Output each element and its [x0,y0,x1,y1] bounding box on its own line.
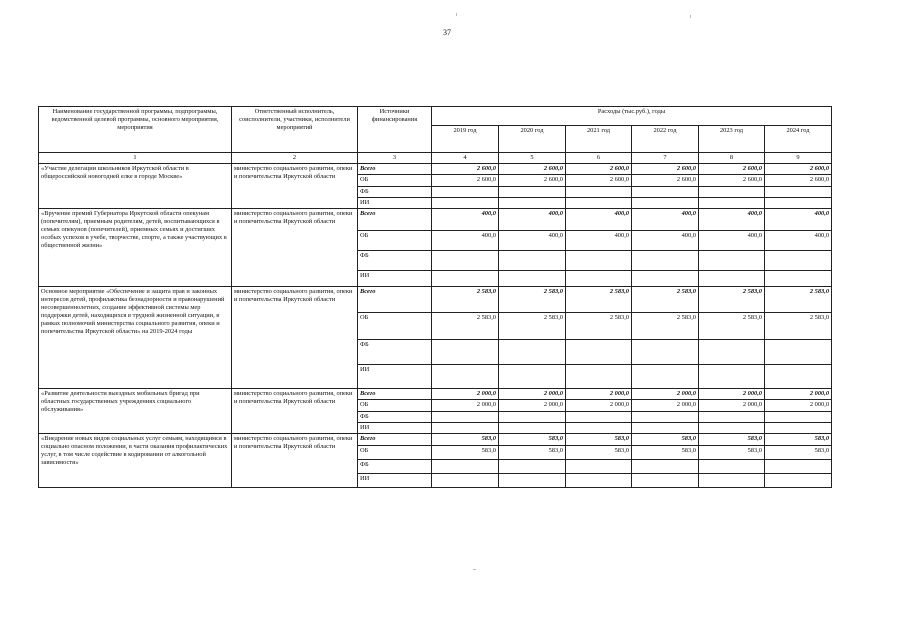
amount-cell [765,251,832,271]
header-source: Источники финансирования [358,107,432,153]
funding-source: Всего [358,287,432,313]
amount-cell: 2 000,0 [566,400,632,412]
amount-cell: 2 583,0 [566,313,632,340]
column-number: 9 [765,153,832,164]
amount-cell [765,412,832,423]
amount-cell: 400,0 [765,231,832,251]
funding-source: Всего [358,434,432,446]
funding-source: ИИ [358,365,432,389]
amount-cell [499,198,566,209]
activity-name: «Развитие деятельности выездных мобильных бригад при областных государственных учреждениях социального обслуживания» [39,389,232,434]
amount-cell: 583,0 [432,446,499,460]
amount-cell: 400,0 [432,209,499,231]
activity-name: «Внедрение новых видов социальных услуг семьям, находящимся в социально опасном положении, в части оказания профилактических услуг, в том числе содействие в кодировании от алкогольной зависимости» [39,434,232,488]
funding-source: ОБ [358,313,432,340]
amount-cell: 2 583,0 [632,287,699,313]
amount-cell: 583,0 [699,434,765,446]
amount-cell: 400,0 [499,231,566,251]
amount-cell: 2 600,0 [765,164,832,175]
amount-cell [432,340,499,365]
amount-cell [566,198,632,209]
amount-cell: 583,0 [765,446,832,460]
amount-cell: 400,0 [632,209,699,231]
amount-cell [566,412,632,423]
amount-cell: 583,0 [699,446,765,460]
amount-cell [499,423,566,434]
amount-cell [699,474,765,488]
column-number: 4 [432,153,499,164]
executor-cell: министерство социального развития, опеки и попечительства Иркутской области [232,209,358,287]
amount-cell: 583,0 [499,446,566,460]
table-row [39,209,832,231]
amount-cell: 2 600,0 [566,175,632,187]
amount-cell [499,460,566,474]
amount-cell [566,251,632,271]
table-row [39,164,832,175]
amount-cell: 2 583,0 [566,287,632,313]
amount-cell: 2 583,0 [699,313,765,340]
amount-cell: 400,0 [765,209,832,231]
amount-cell: 400,0 [699,209,765,231]
amount-cell [432,198,499,209]
funding-source: ИИ [358,474,432,488]
scan-mark [473,569,476,570]
column-number: 6 [566,153,632,164]
activity-name: «Участие делегации школьников Иркутской области в общероссийской новогодней елке в городе Москве» [39,164,232,209]
table-row [39,389,832,400]
amount-cell: 2 583,0 [765,287,832,313]
amount-cell [566,187,632,198]
amount-cell [699,340,765,365]
amount-cell [699,198,765,209]
funding-source: ОБ [358,231,432,251]
funding-source: Всего [358,389,432,400]
amount-cell: 583,0 [632,434,699,446]
amount-cell: 583,0 [765,434,832,446]
budget-table-body [39,164,832,488]
funding-source: ОБ [358,400,432,412]
amount-cell [699,460,765,474]
amount-cell: 2 600,0 [699,175,765,187]
activity-name: «Вручение премий Губернатора Иркутской области опекунам (попечителям), приемным родителям, детей, воспитывающихся в семьях опекунов (попечителей), приемных семьях и достигших особых успехов в учебе, творчестве, спорте, а также участвующих в общественной жизни» [39,209,232,287]
amount-cell: 400,0 [499,209,566,231]
amount-cell: 400,0 [566,231,632,251]
column-number: 1 [39,153,232,164]
amount-cell: 583,0 [499,434,566,446]
amount-cell: 2 600,0 [632,175,699,187]
header-year: 2021 год [566,126,632,153]
amount-cell [499,271,566,287]
column-number: 7 [632,153,699,164]
amount-cell [765,423,832,434]
amount-cell [632,365,699,389]
amount-cell [432,423,499,434]
amount-cell: 583,0 [566,446,632,460]
amount-cell [432,460,499,474]
amount-cell [632,474,699,488]
amount-cell [499,474,566,488]
amount-cell: 400,0 [699,231,765,251]
amount-cell [566,365,632,389]
amount-cell: 400,0 [632,231,699,251]
funding-source: ОБ [358,175,432,187]
amount-cell [632,460,699,474]
funding-source: ИИ [358,198,432,209]
page-number: 37 [443,28,451,37]
amount-cell: 2 000,0 [699,400,765,412]
amount-cell [632,412,699,423]
amount-cell [566,460,632,474]
amount-cell: 2 583,0 [499,287,566,313]
amount-cell [765,474,832,488]
amount-cell: 2 000,0 [632,400,699,412]
amount-cell [566,423,632,434]
amount-cell [765,340,832,365]
header-year: 2024 год [765,126,832,153]
amount-cell [432,365,499,389]
header-year: 2019 год [432,126,499,153]
amount-cell [499,412,566,423]
column-number: 5 [499,153,566,164]
funding-source: ФБ [358,340,432,365]
header-year: 2023 год [699,126,765,153]
amount-cell: 583,0 [632,446,699,460]
amount-cell: 2 583,0 [432,313,499,340]
funding-source: ОБ [358,446,432,460]
amount-cell: 2 600,0 [765,175,832,187]
amount-cell: 2 600,0 [699,164,765,175]
header-executor: Ответственный исполнитель, соисполнители, участники, исполнители мероприятий [232,107,358,153]
amount-cell: 2 000,0 [432,400,499,412]
funding-source: ФБ [358,251,432,271]
funding-source: Всего [358,164,432,175]
amount-cell: 2 600,0 [632,164,699,175]
amount-cell [499,187,566,198]
amount-cell [699,251,765,271]
executor-cell: министерство социального развития, опеки и попечительства Иркутской области [232,389,358,434]
amount-cell [765,271,832,287]
amount-cell: 2 000,0 [765,389,832,400]
executor-cell: министерство социального развития, опеки и попечительства Иркутской области [232,164,358,209]
amount-cell [432,412,499,423]
amount-cell: 2 000,0 [699,389,765,400]
funding-source: ФБ [358,187,432,198]
amount-cell: 2 600,0 [432,175,499,187]
amount-cell [566,340,632,365]
header-expenses: Расходы (тыс.руб.), годы [432,107,832,126]
header-year: 2022 год [632,126,699,153]
amount-cell [432,474,499,488]
column-number: 8 [699,153,765,164]
amount-cell [632,251,699,271]
executor-cell: министерство социального развития, опеки и попечительства Иркутской области [232,434,358,488]
amount-cell: 2 583,0 [765,313,832,340]
amount-cell [632,340,699,365]
scan-mark [456,13,457,16]
amount-cell [499,251,566,271]
amount-cell: 2 583,0 [499,313,566,340]
amount-cell [699,423,765,434]
amount-cell [499,340,566,365]
amount-cell: 2 600,0 [566,164,632,175]
amount-cell: 2 583,0 [432,287,499,313]
amount-cell [632,271,699,287]
amount-cell: 583,0 [566,434,632,446]
amount-cell: 583,0 [432,434,499,446]
column-number: 2 [232,153,358,164]
amount-cell: 2 000,0 [499,389,566,400]
amount-cell: 2 000,0 [765,400,832,412]
amount-cell: 2 600,0 [499,175,566,187]
column-number: 3 [358,153,432,164]
amount-cell: 2 000,0 [632,389,699,400]
funding-source: ФБ [358,412,432,423]
amount-cell [765,460,832,474]
amount-cell: 2 000,0 [432,389,499,400]
funding-source: ИИ [358,271,432,287]
amount-cell [632,423,699,434]
amount-cell: 400,0 [432,231,499,251]
funding-source: Всего [358,209,432,231]
amount-cell [566,271,632,287]
header-year: 2020 год [499,126,566,153]
amount-cell: 2 583,0 [699,287,765,313]
amount-cell [432,271,499,287]
amount-cell [432,251,499,271]
header-name: Наименование государственной программы, подпрограммы, ведомственной целевой программы, основного мероприятия, мероприятия [39,107,232,153]
amount-cell [699,271,765,287]
amount-cell [765,198,832,209]
amount-cell: 2 000,0 [499,400,566,412]
activity-name: Основное мероприятие «Обеспечение и защита прав и законных интересов детей, профилактика безнадзорности и правонарушений несовершеннолетних, создание эффективной системы мер поддержки детей, находящихся в трудной жизненной ситуации, в рамках полномочий министерства социального развития, опеки и попечительства Иркутской области» на 2019-2024 годы [39,287,232,389]
amount-cell: 2 600,0 [432,164,499,175]
amount-cell [699,187,765,198]
funding-source: ФБ [358,460,432,474]
executor-cell: министерство социального развития, опеки и попечительства Иркутской области [232,287,358,389]
amount-cell [632,198,699,209]
amount-cell [699,412,765,423]
amount-cell: 400,0 [566,209,632,231]
scan-mark [690,15,691,18]
budget-table [38,106,832,488]
amount-cell [765,365,832,389]
funding-source: ИИ [358,423,432,434]
amount-cell: 2 600,0 [499,164,566,175]
table-row [39,287,832,313]
amount-cell [632,187,699,198]
amount-cell: 2 583,0 [632,313,699,340]
amount-cell [566,474,632,488]
amount-cell: 2 000,0 [566,389,632,400]
table-row [39,434,832,446]
amount-cell [699,365,765,389]
amount-cell [765,187,832,198]
amount-cell [499,365,566,389]
amount-cell [432,187,499,198]
